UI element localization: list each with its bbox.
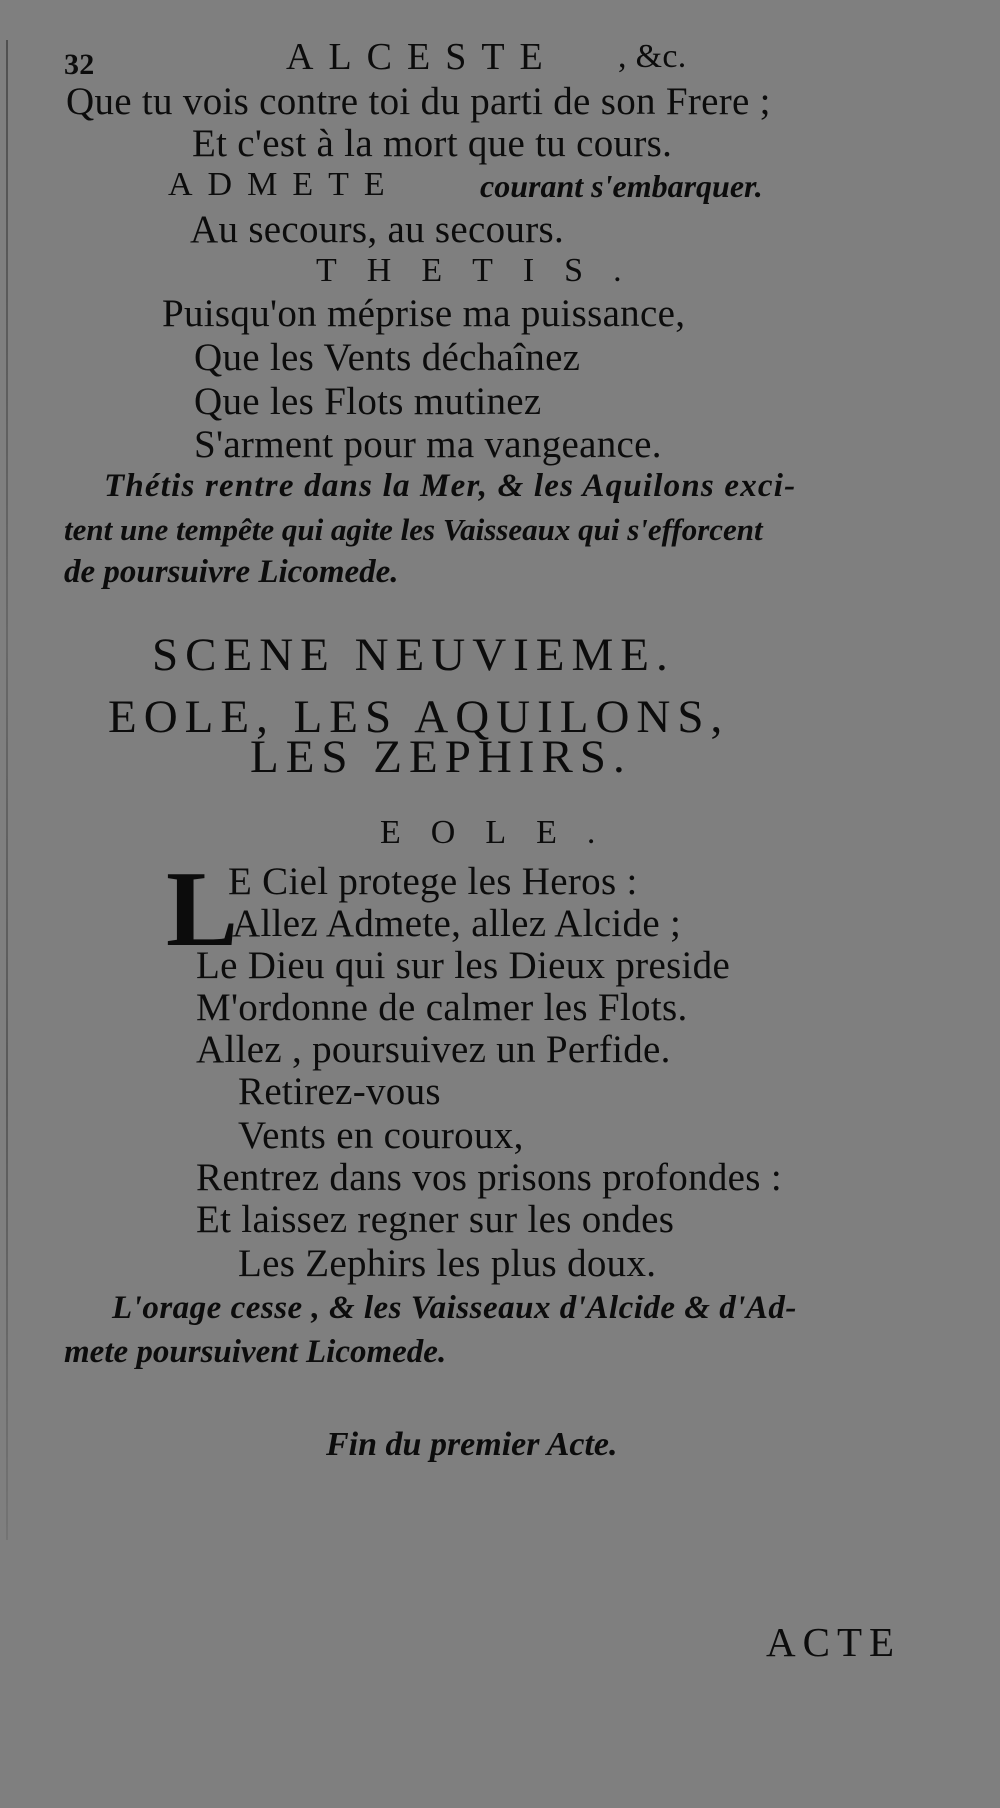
end-of-act: Fin du premier Acte.	[326, 1426, 618, 1463]
drop-cap: L	[166, 850, 239, 969]
stage-direction-inline: courant s'embarquer.	[480, 168, 763, 204]
verse-line: Rentrez dans vos prisons profondes :	[196, 1156, 782, 1199]
verse-line: M'ordonne de calmer les Flots.	[196, 986, 688, 1029]
verse-line: Et laissez regner sur les ondes	[196, 1198, 675, 1241]
verse-line: Que les Flots mutinez	[194, 380, 542, 423]
scene-characters-line: EOLE, LES AQUILONS,	[108, 691, 730, 743]
stage-direction-line: L'orage cesse , & les Vaisseaux d'Alcide & d'Ad-	[112, 1290, 797, 1326]
verse-line: Le Dieu qui sur les Dieux preside	[196, 944, 731, 987]
verse-line: Et c'est à la mort que tu cours.	[192, 122, 673, 165]
speaker-thetis: THETIS.	[316, 252, 652, 289]
verse-line: E Ciel protege les Heros :	[228, 860, 638, 903]
verse-line: Allez , poursuivez un Perfide.	[196, 1028, 671, 1071]
verse-line: S'arment pour ma vangeance.	[194, 423, 662, 466]
verse-line: Retirez-vous	[238, 1070, 441, 1113]
scene-characters-line: LES ZEPHIRS.	[250, 731, 632, 783]
scene-heading: SCENE NEUVIEME.	[152, 629, 675, 681]
verse-line: Puisqu'on méprise ma puissance,	[162, 292, 686, 335]
page-number: 32	[64, 48, 95, 81]
stage-direction-line: tent une tempête qui agite les Vaisseaux qui s'efforcent	[64, 512, 763, 547]
stage-direction-line: Thétis rentre dans la Mer, & les Aquilons exci-	[104, 468, 797, 504]
verse-line: Au secours, au secours.	[190, 208, 565, 251]
catchword: ACTE	[766, 1619, 902, 1665]
page-edge-shadow	[6, 40, 8, 1540]
verse-line: Les Zephirs les plus doux.	[238, 1242, 657, 1285]
stage-direction-line: mete poursuivent Licomede.	[64, 1334, 447, 1370]
verse-line: Que les Vents déchaînez	[194, 336, 581, 379]
stage-direction-line: de poursuivre Licomede.	[64, 554, 399, 590]
verse-line: Allez Admete, allez Alcide ;	[232, 902, 682, 945]
speaker-eole: EOLE.	[380, 814, 626, 851]
running-title: ALCESTE	[286, 36, 558, 78]
speaker-admete: ADMETE	[168, 166, 400, 203]
verse-line: Vents en couroux,	[238, 1114, 524, 1157]
verse-line: Que tu vois contre toi du parti de son Frere ;	[66, 80, 771, 123]
running-title-suffix: , &c.	[618, 38, 687, 75]
